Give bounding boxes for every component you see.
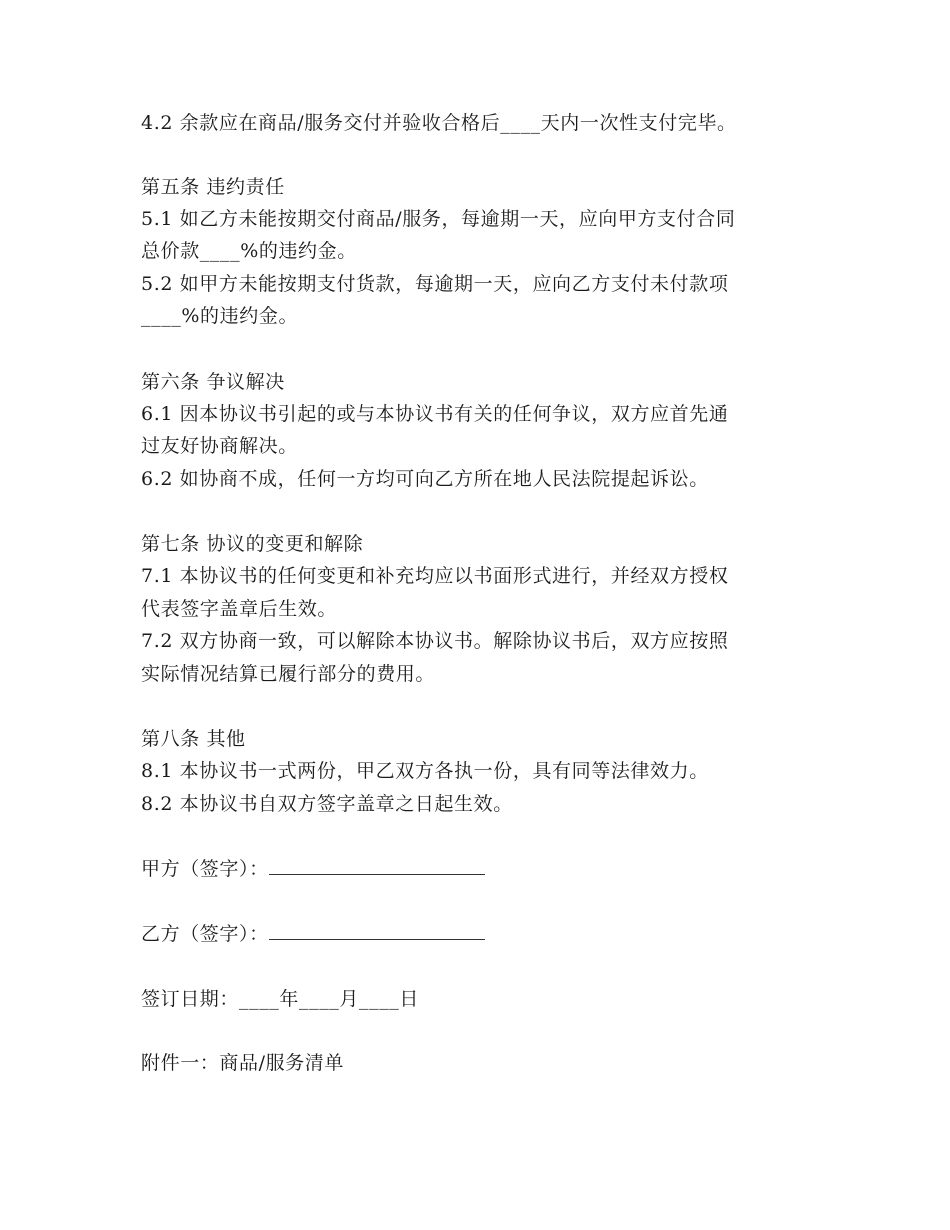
clause-8-1: 8.1 本协议书一式两份，甲乙双方各执一份，具有同等法律效力。 [141, 760, 709, 782]
party-b-label: 乙方（签字）： [141, 923, 269, 945]
clause-5-2-line-2: ____%的违约金。 [141, 305, 299, 327]
clause-7-heading: 第七条 协议的变更和解除 [141, 533, 364, 555]
clause-5-1-line-1: 5.1 如乙方未能按期交付商品/服务，每逾期一天，应向甲方支付合同 [141, 208, 736, 230]
clause-7-1-line-1: 7.1 本协议书的任何变更和补充均应以书面形式进行，并经双方授权 [141, 565, 729, 587]
clause-7-1-line-2: 代表签字盖章后生效。 [141, 598, 338, 620]
clause-5-heading: 第五条 违约责任 [141, 176, 285, 198]
clause-6-1-line-1: 6.1 因本协议书引起的或与本协议书有关的任何争议，双方应首先通 [141, 403, 729, 425]
clause-4-2: 4.2 余款应在商品/服务交付并验收合格后____天内一次性支付完毕。 [141, 112, 737, 134]
clause-8-heading: 第八条 其他 [141, 728, 246, 750]
clause-6-1-line-2: 过友好协商解决。 [141, 435, 298, 457]
clause-7-2-line-1: 7.2 双方协商一致，可以解除本协议书。解除协议书后，双方应按照 [141, 630, 729, 652]
clause-7-2-line-2: 实际情况结算已履行部分的费用。 [141, 663, 436, 685]
clause-5-2-line-1: 5.2 如甲方未能按期支付货款，每逾期一天，应向乙方支付未付款项 [141, 273, 729, 295]
party-b-signature-row [141, 921, 485, 947]
signing-date: 签订日期：____年____月____日 [141, 988, 420, 1010]
party-a-signature-line [269, 858, 485, 875]
clause-6-2: 6.2 如协商不成，任何一方均可向乙方所在地人民法院提起诉讼。 [141, 468, 709, 490]
party-a-signature-row [141, 856, 485, 882]
party-b-signature-line [269, 923, 485, 940]
clause-6-heading: 第六条 争议解决 [141, 371, 285, 393]
clause-5-1-line-2: 总价款____%的违约金。 [141, 240, 357, 262]
attachment-title: 附件一：商品/服务清单 [141, 1052, 345, 1074]
party-a-label: 甲方（签字）： [141, 858, 269, 880]
clause-8-2: 8.2 本协议书自双方签字盖章之日起生效。 [141, 793, 513, 815]
